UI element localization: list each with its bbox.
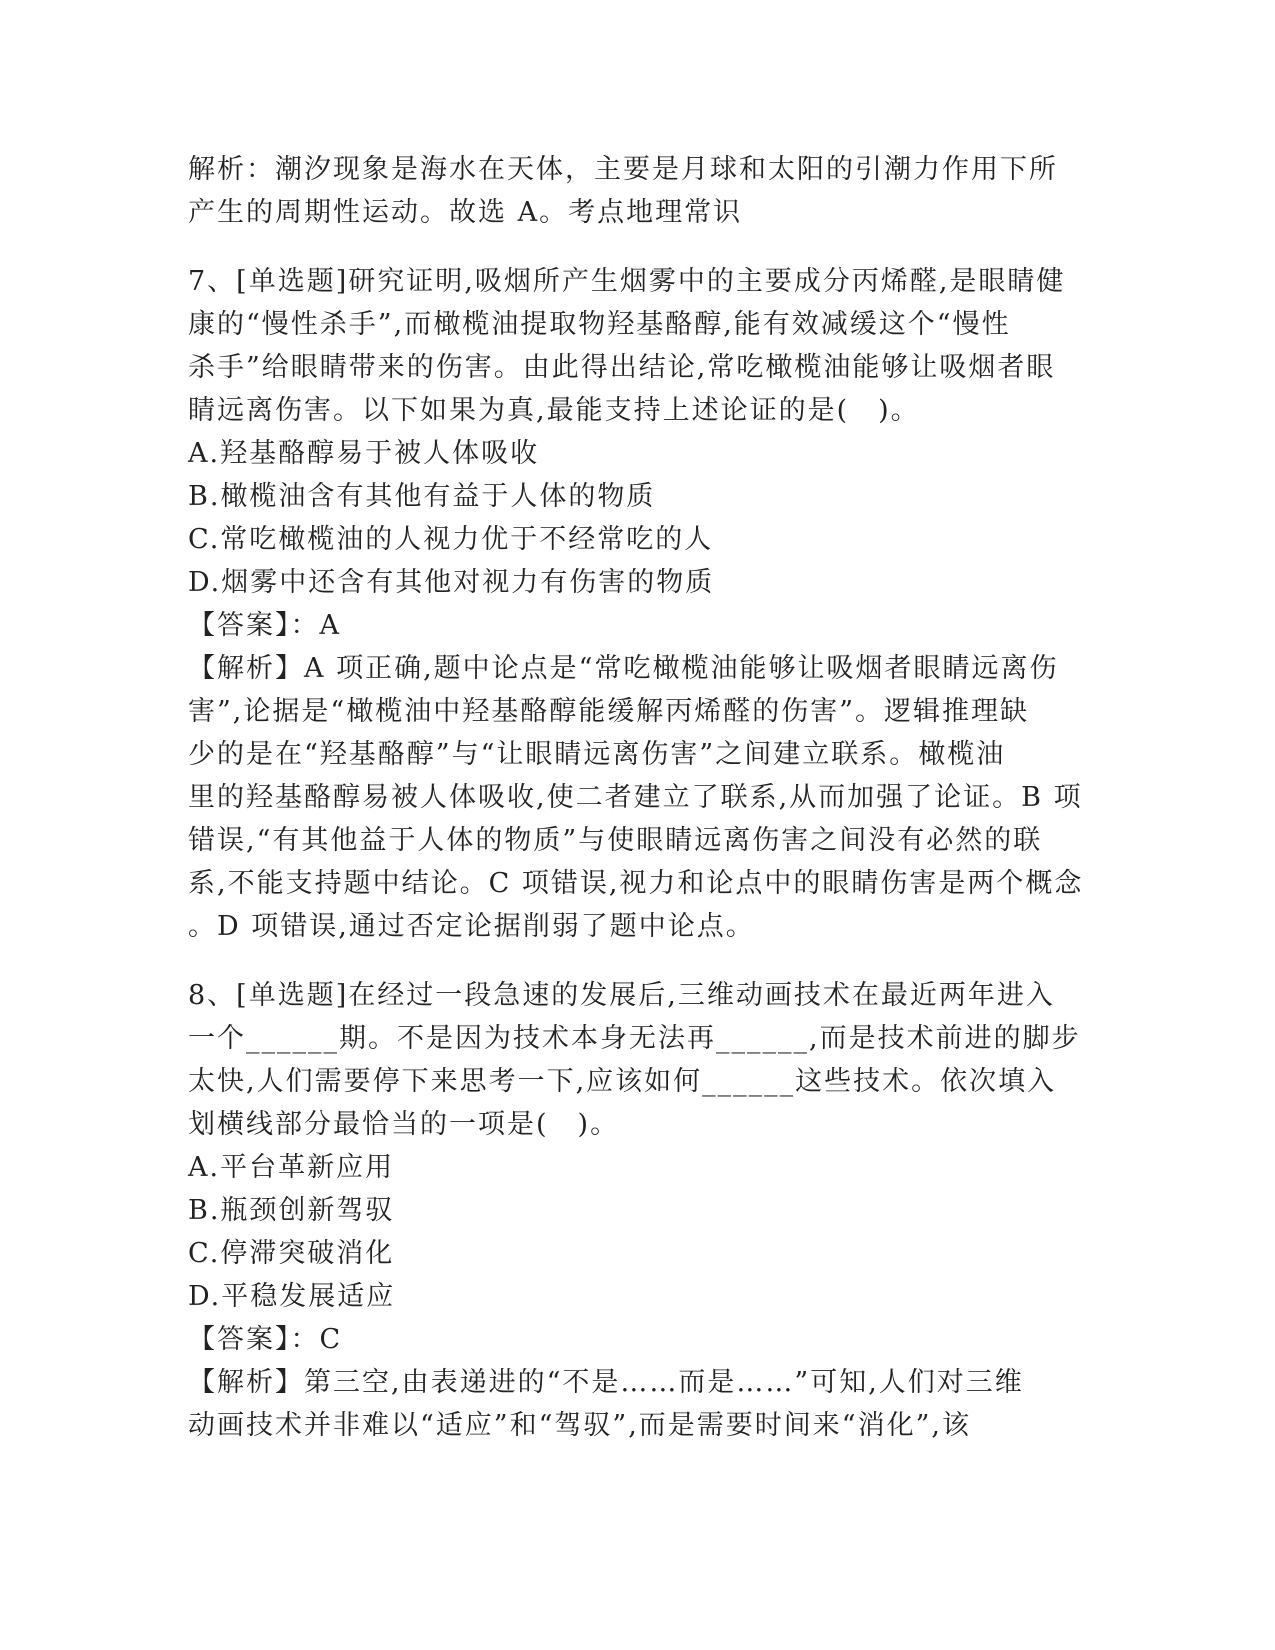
analysis-line: 系,不能支持题中结论。C 项错误,视力和论点中的眼睛伤害是两个概念 bbox=[188, 868, 1084, 899]
analysis-line: 害”,论据是“橄榄油中羟基酪醇能缓解丙烯醛的伤害”。逻辑推理缺 bbox=[188, 696, 1029, 727]
analysis-line: 【解析】第三空,由表递进的“不是……而是……”可知,人们对三维 bbox=[188, 1367, 1024, 1398]
option-c: C.停滞突破消化 bbox=[188, 1238, 395, 1269]
question-7 bbox=[188, 260, 1088, 948]
question-stem-line: 8、[单选题]在经过一段急速的发展后,三维动画技术在最近两年进入 bbox=[188, 980, 1055, 1011]
question-stem-line: 康的“慢性杀手”,而橄榄油提取物羟基酪醇,能有效减缓这个“慢性 bbox=[188, 309, 1011, 340]
answer-line: 【答案】：A bbox=[188, 610, 341, 641]
question-stem-line: 7、[单选题]研究证明,吸烟所产生烟雾中的主要成分丙烯醛,是眼睛健 bbox=[188, 266, 1066, 297]
question-8 bbox=[188, 974, 1088, 1447]
question-stem-line: 太快,人们需要停下来思考一下,应该如何______这些技术。依次填入 bbox=[188, 1066, 1057, 1097]
analysis-line: 错误,“有其他益于人体的物质”与使眼睛远离伤害之间没有必然的联 bbox=[188, 825, 1043, 856]
document-page bbox=[188, 148, 1088, 1447]
option-d: D.烟雾中还含有其他对视力有伤害的物质 bbox=[188, 567, 715, 598]
analysis-line: 【解析】A 项正确,题中论点是“常吃橄榄油能够让吸烟者眼睛远离伤 bbox=[188, 653, 1059, 684]
option-c: C.常吃橄榄油的人视力优于不经常吃的人 bbox=[188, 524, 714, 555]
option-d: D.平稳发展适应 bbox=[188, 1281, 396, 1312]
option-a: A.羟基酪醇易于被人体吸收 bbox=[188, 438, 540, 469]
analysis-line: 。D 项错误,通过否定论据削弱了题中论点。 bbox=[188, 911, 755, 942]
option-b: B.橄榄油含有其他有益于人体的物质 bbox=[188, 481, 656, 512]
analysis-line: 少的是在“羟基酪醇”与“让眼睛远离伤害”之间建立联系。橄榄油 bbox=[188, 739, 1006, 770]
analysis-line: 动画技术并非难以“适应”和“驾驭”,而是需要时间来“消化”,该 bbox=[188, 1410, 971, 1441]
analysis-line: 解析：潮汐现象是海水在天体，主要是月球和太阳的引潮力作用下所 bbox=[188, 154, 1058, 185]
question-stem-line: 一个______期。不是因为技术本身无法再______,而是技术前进的脚步 bbox=[188, 1023, 1081, 1054]
answer-line: 【答案】：C bbox=[188, 1324, 343, 1355]
question-stem-line: 睛远离伤害。以下如果为真,最能支持上述论证的是( )。 bbox=[188, 395, 920, 426]
question-stem-line: 划横线部分最恰当的一项是( )。 bbox=[188, 1109, 620, 1140]
analysis-line: 产生的周期性运动。故选 A。考点地理常识 bbox=[188, 197, 743, 228]
previous-analysis bbox=[188, 148, 1088, 234]
option-a: A.平台革新应用 bbox=[188, 1152, 395, 1183]
analysis-line: 里的羟基酪醇易被人体吸收,使二者建立了联系,从而加强了论证。B 项 bbox=[188, 782, 1083, 813]
question-stem-line: 杀手”给眼睛带来的伤害。由此得出结论,常吃橄榄油能够让吸烟者眼 bbox=[188, 352, 1056, 383]
option-b: B.瓶颈创新驾驭 bbox=[188, 1195, 395, 1226]
